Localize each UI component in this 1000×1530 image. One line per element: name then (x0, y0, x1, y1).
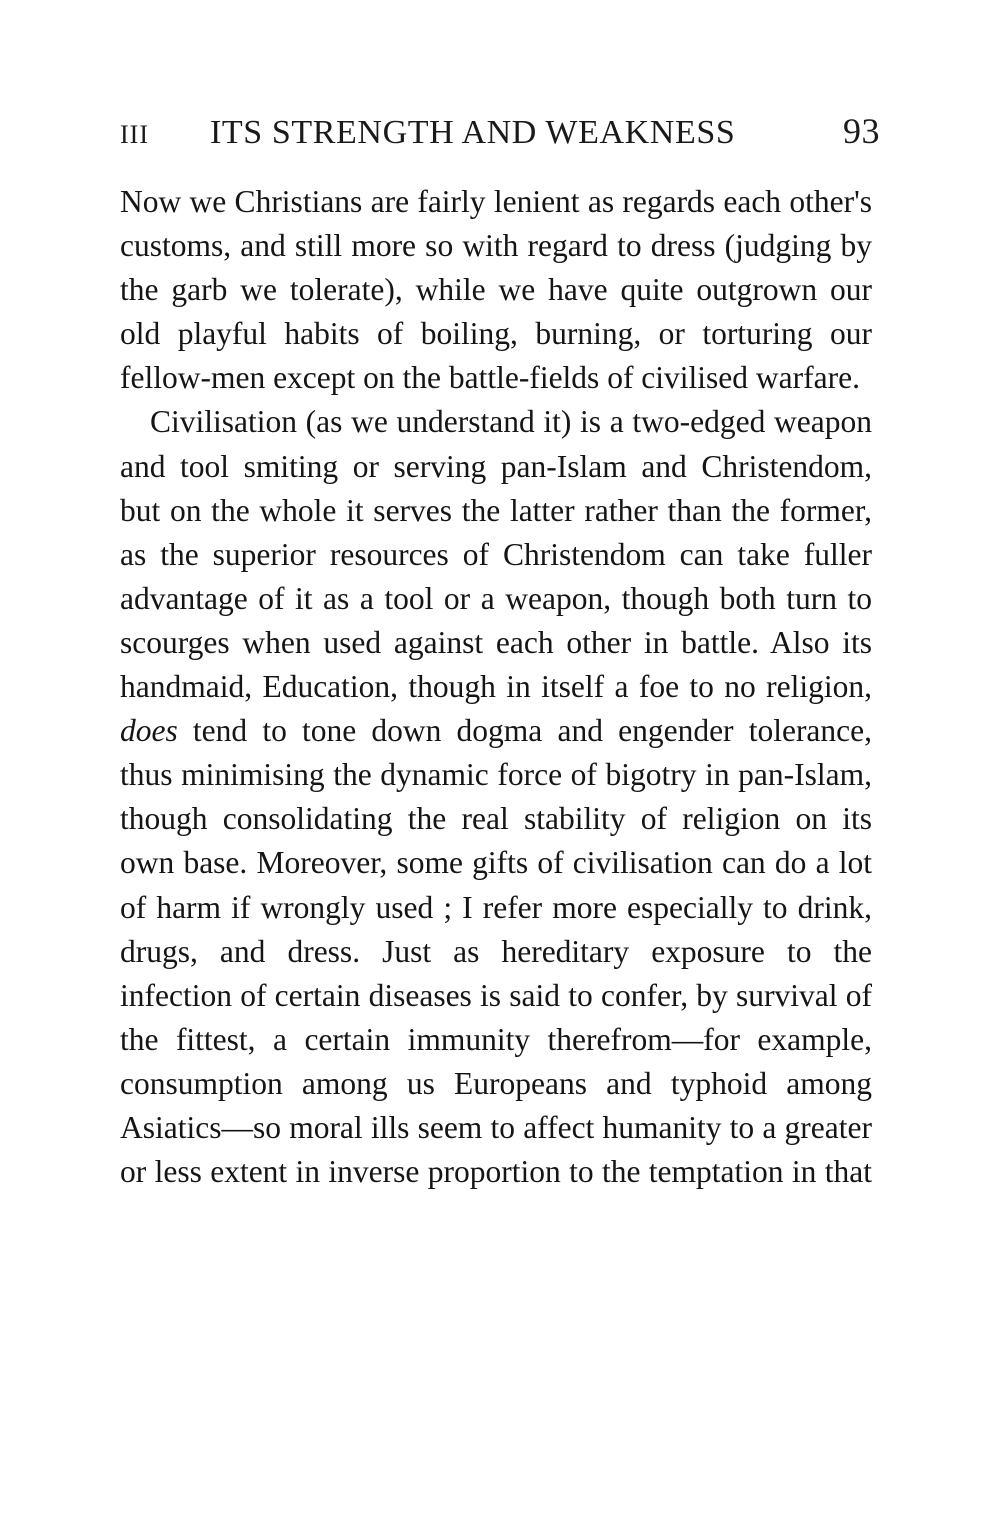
paragraph-1: Now we Christians are fairly lenient as regards each other's customs, and still more so with regard to dress (judging by the garb we tolerate), while we have quite outgrown our old playful habits of boiling, burning, or torturing our fellow-men except on the battle-fields of civilised warfare. (120, 184, 872, 396)
paragraph-2 (120, 400, 872, 1194)
italic-emphasis: does (120, 713, 178, 749)
running-head-title: ITS STRENGTH AND WEAKNESS (210, 114, 736, 151)
paragraph-2-text-start: Civilisation (as we understand it) is a two-edged weapon and tool smiting or serving pan-Islam and Christendom, but on the whole it serves the latter rather than the former, as the superior resources of Christendom can take fuller advantage of it as a tool or a weapon, though both turn to scourges when used against each other in battle. Also its handmaid, Education, though in itself a foe to no religion, (120, 404, 872, 705)
chapter-number: III (120, 120, 149, 149)
body-text (120, 180, 872, 1194)
paragraph-2-text-end: tend to tone down dogma and engender tolerance, thus minimising the dynamic force of bigotry in pan-Islam, though consolidating the real stability of religion on its own base. Moreover, some gifts of civilisation can do a lot of harm if wrongly used ; I refer more especially to drink, drugs, and dress. Just as hereditary exposure to the infection of certain diseases is said to confer, by survival of the fittest, a certain immunity therefrom—for example, consumption among us Europeans and typhoid among Asiatics—so moral ills seem to affect humanity to a greater or less extent in inverse proportion to the temptation in that (120, 713, 872, 1190)
page-number: 93 (843, 111, 880, 151)
running-head (120, 110, 880, 160)
